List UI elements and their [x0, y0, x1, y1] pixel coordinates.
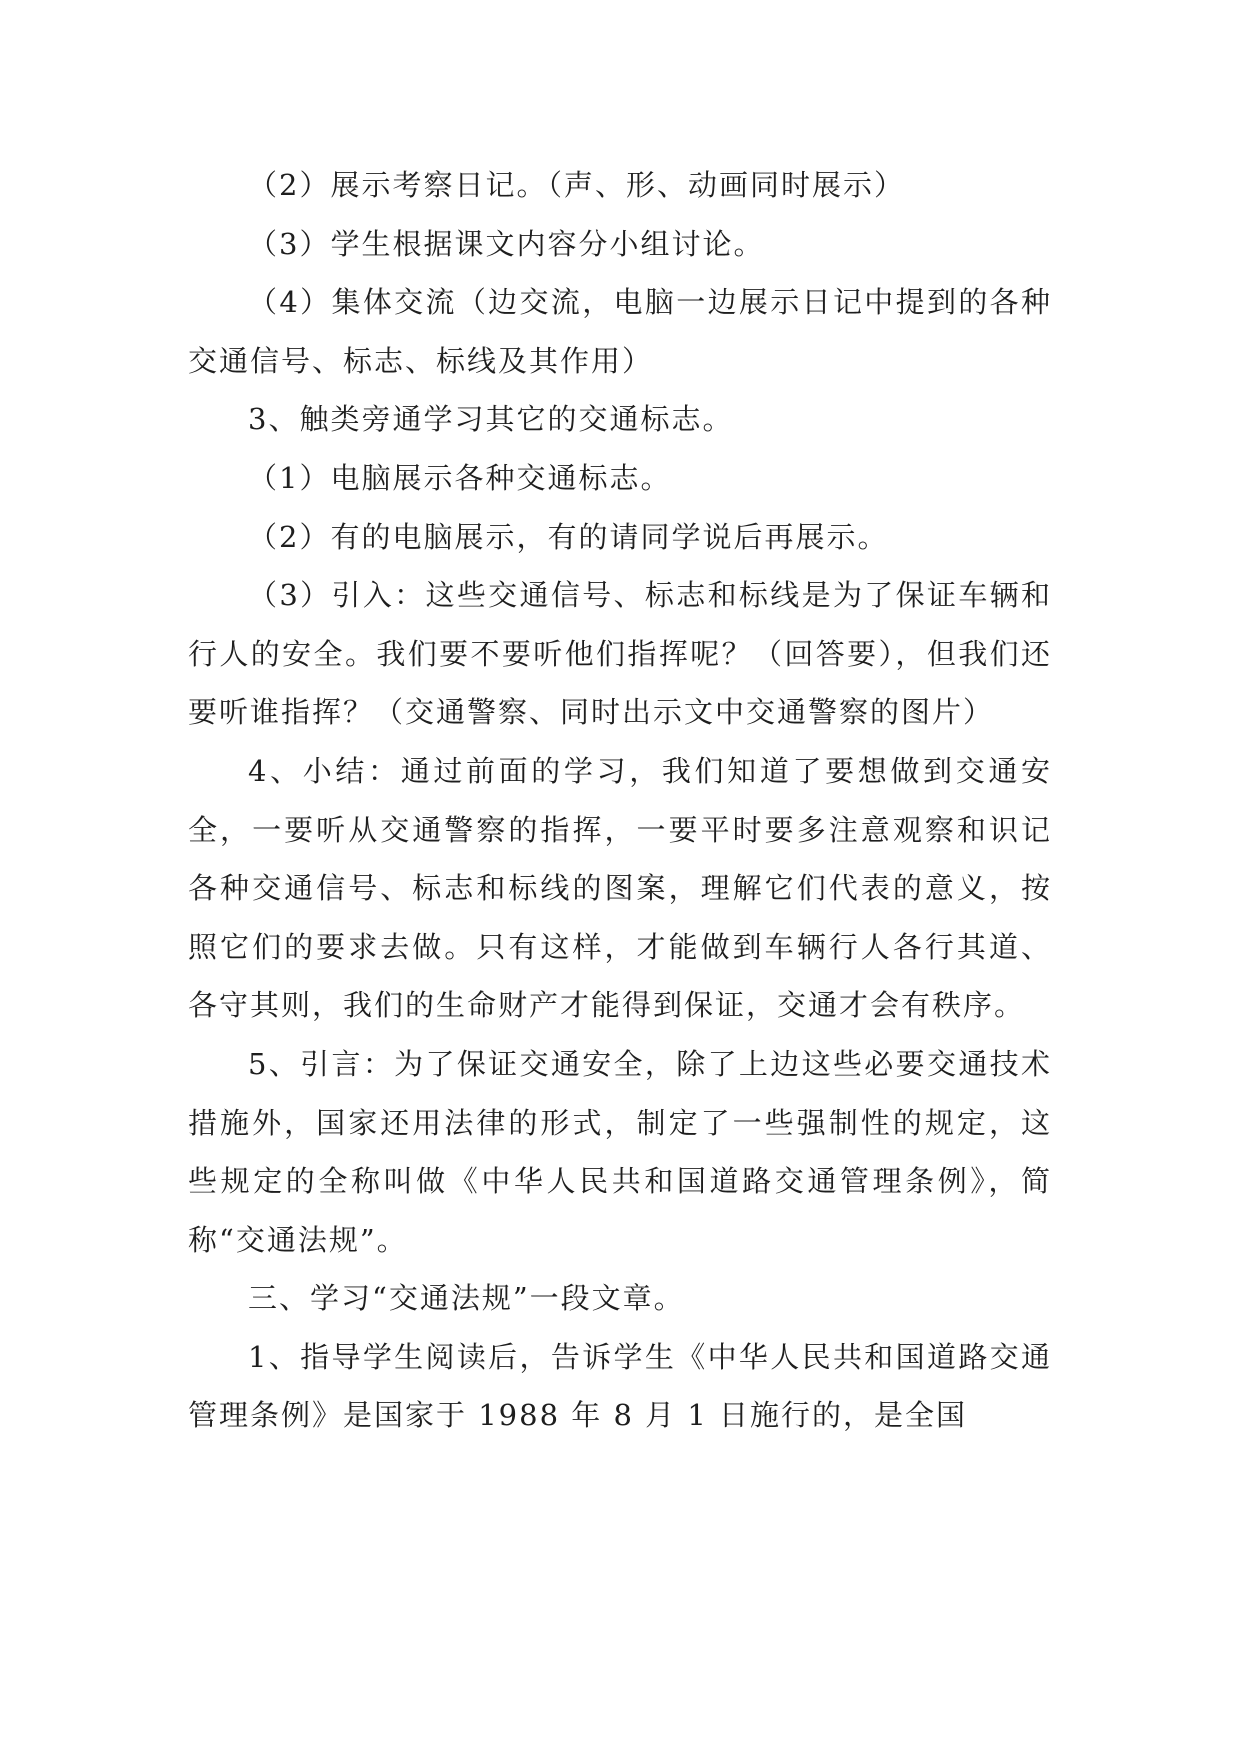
paragraph-collective-exchange: （4）集体交流（边交流，电脑一边展示日记中提到的各种交通信号、标志、标线及其作用） [188, 285, 1052, 378]
paragraph-display-diary: （2）展示考察日记。（声、形、动画同时展示） [248, 168, 905, 202]
paragraph-other-signs: 3、触类旁通学习其它的交通标志。 [248, 402, 734, 437]
paragraph-introduction: （3）引入：这些交通信号、标志和标线是为了保证车辆和行人的安全。我们要不要听他们指挥呢？（回答要），但我们还要听谁指挥？（交通警察、同时出示文中交通警察的图片） [188, 578, 1052, 730]
paragraph-group-discussion: （3）学生根据课文内容分小组讨论。 [248, 226, 765, 261]
paragraph-summary: 4、小结：通过前面的学习，我们知道了要想做到交通安全，一要听从交通警察的指挥，一要平时要多注意观察和识记各种交通信号、标志和标线的图案，理解它们代表的意义，按照它们的要求去做。只有这样，才能做到车辆行人各行其道、各守其则，我们的生命财产才能得到保证，交通才会有秩序。 [188, 753, 1052, 1023]
paragraph-reading-guidance: 1、指导学生阅读后，告诉学生《中华人民共和国道路交通管理条例》是国家于 1988 年 8 月 1 日施行的，是全国 [188, 1339, 1052, 1433]
document-body [188, 156, 1052, 1445]
paragraph-preface: 5、引言：为了保证交通安全，除了上边这些必要交通技术措施外，国家还用法律的形式，制定了一些强制性的规定，这些规定的全称叫做《中华人民共和国道路交通管理条例》，简称“交通法规”。 [188, 1046, 1052, 1257]
section-heading-traffic-law: 三、学习“交通法规”一段文章。 [248, 1281, 685, 1316]
paragraph-computer-display: （1）电脑展示各种交通标志。 [248, 460, 672, 495]
paragraph-partial-display: （2）有的电脑展示，有的请同学说后再展示。 [248, 519, 889, 554]
